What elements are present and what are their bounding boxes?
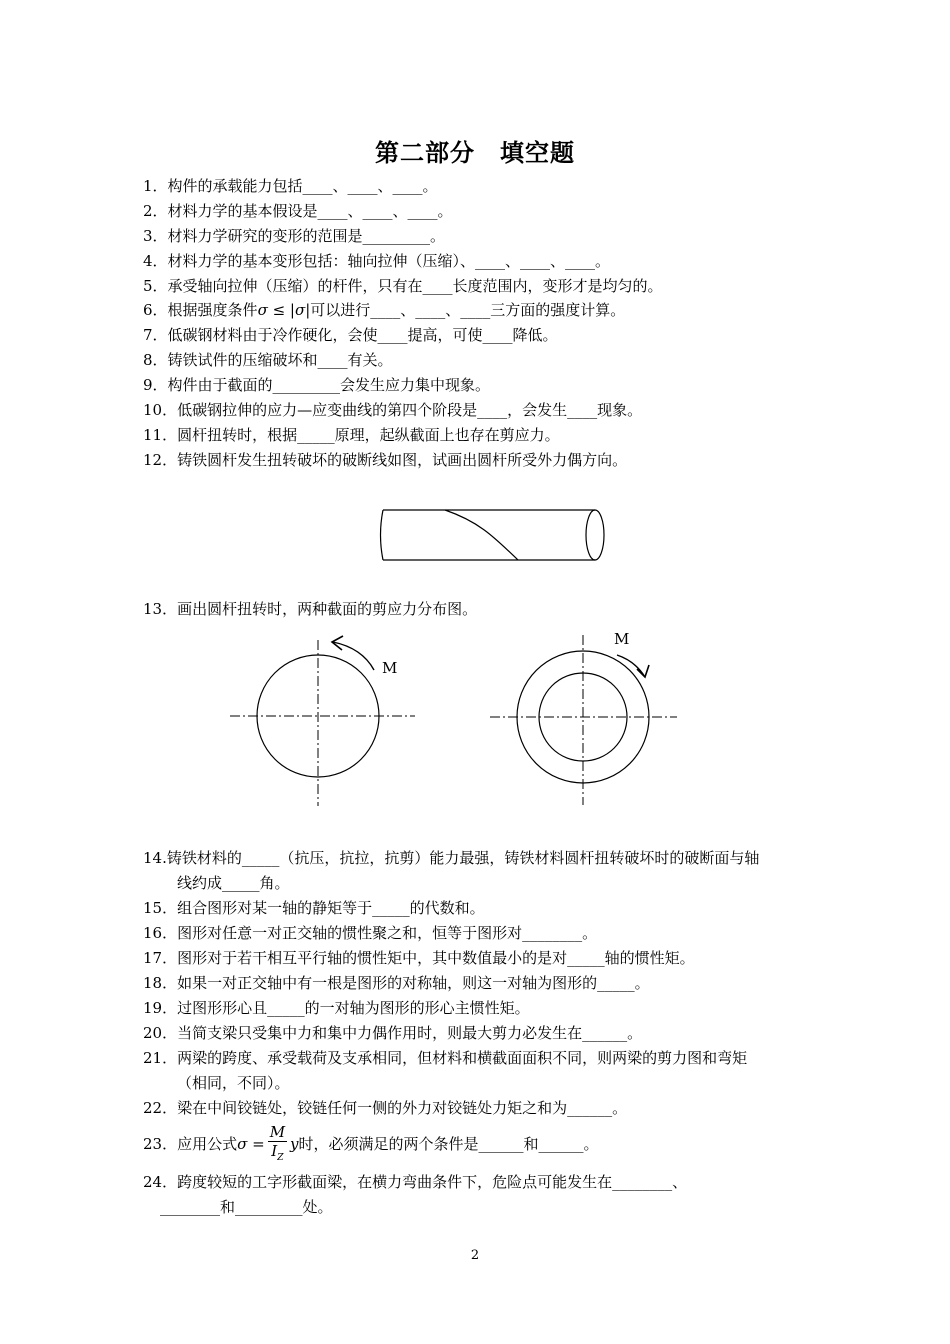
page-number: 2: [470, 1248, 480, 1263]
question-text: 承受轴向拉伸（压缩）的杆件，只有在____长度范围内，变形才是均匀的。: [167, 277, 663, 295]
question-text: 画出圆杆扭转时，两种截面的剪应力分布图。: [177, 600, 478, 618]
question-number: 19．: [143, 999, 178, 1017]
question-7: [143, 323, 813, 348]
question-text: 低碳钢拉伸的应力—应变曲线的第四个阶段是____，会发生____现象。: [177, 401, 643, 419]
formula-denominator: I: [271, 1142, 278, 1160]
hollow-section-figure: [485, 625, 685, 810]
question-text: 铸铁试件的压缩破坏和____有关。: [167, 351, 393, 369]
question-text: 两梁的跨度、承受载荷及支承相同，但材料和横截面面积不同，则两梁的剪力图和弯矩: [177, 1049, 748, 1067]
formula-numerator: M: [269, 1123, 286, 1141]
question-text: 如果一对正交轴中有一根是图形的对称轴，则这一对轴为图形的_____。: [177, 974, 650, 992]
formula-y: y: [290, 1135, 299, 1153]
question-10: [143, 398, 813, 423]
question-23: [143, 1122, 813, 1172]
question-text: 跨度较短的工字形截面梁，在横力弯曲条件下，危险点可能发生在________、: [177, 1173, 688, 1191]
question-number: 16．: [143, 924, 178, 942]
question-2: [143, 199, 813, 224]
question-number: 9．: [143, 376, 168, 394]
question-22: [143, 1096, 813, 1121]
question-text: 圆杆扭转时，根据_____原理，起纵截面上也存在剪应力。: [177, 426, 560, 444]
question-17: [143, 946, 813, 971]
question-number: 1．: [143, 177, 168, 195]
question-text: 梁在中间铰链处，铰链任何一侧的外力对铰链处力矩之和为______。: [177, 1099, 628, 1117]
question-number: 15．: [143, 899, 178, 917]
question-6: [143, 298, 813, 323]
question-number: 13．: [143, 600, 178, 618]
question-text: 铸铁材料的_____（抗压，抗拉，抗剪）能力最强，铸铁材料圆杆扭转破坏时的破断面与轴: [166, 849, 760, 867]
question-4: [143, 249, 813, 274]
question-text: 图形对于若干相互平行轴的惯性矩中，其中数值最小的是对_____轴的惯性矩。: [177, 949, 695, 967]
question-9: [143, 373, 813, 398]
question-5: [143, 274, 813, 299]
question-8: [143, 348, 813, 373]
question-15: [143, 896, 813, 921]
question-number: 6．: [143, 301, 168, 319]
question-19: [143, 996, 813, 1021]
question-13: [143, 597, 813, 622]
question-text: 材料力学研究的变形的范围是_________。: [167, 227, 446, 245]
formula-lhs: σ =: [237, 1135, 265, 1153]
question-number: 5．: [143, 277, 168, 295]
moment-label-left: M: [382, 659, 398, 677]
question-text: 应用公式: [177, 1135, 238, 1153]
question-text: 过图形形心且_____的一对轴为图形的形心主惯性矩。: [177, 999, 530, 1017]
strength-formula: σ ≤ |σ|: [257, 301, 311, 319]
question-number: 14.: [143, 849, 167, 867]
question-text: 材料力学的基本假设是____、____、____。: [167, 202, 453, 220]
section-title: 第二部分 填空题: [375, 139, 575, 167]
moment-label-right: M: [614, 630, 630, 648]
question-text: 材料力学的基本变形包括：轴向拉伸（压缩）、____、____、____。: [167, 252, 611, 270]
question-16: [143, 921, 813, 946]
question-number: 4．: [143, 252, 168, 270]
question-number: 22．: [143, 1099, 178, 1117]
question-14: [143, 846, 813, 896]
question-text: 低碳钢材料由于冷作硬化，会使____提高，可使____降低。: [167, 326, 558, 344]
question-20: [143, 1021, 813, 1046]
question-continuation: （相同，不同）。: [177, 1074, 290, 1092]
question-continuation: ________和_________处。: [160, 1198, 333, 1216]
question-number: 8．: [143, 351, 168, 369]
bar-outline: [381, 510, 596, 560]
question-number: 7．: [143, 326, 168, 344]
question-number: 2．: [143, 202, 168, 220]
formula-subscript: Z: [277, 1153, 284, 1163]
question-number: 3．: [143, 227, 168, 245]
question-number: 10．: [143, 401, 178, 419]
bar-end-face: [586, 510, 604, 560]
solid-section-figure: [225, 630, 425, 810]
question-number: 12．: [143, 451, 178, 469]
question-12: [143, 448, 813, 473]
question-3: [143, 224, 813, 249]
question-11: [143, 423, 813, 448]
question-number: 18．: [143, 974, 178, 992]
question-21: [143, 1046, 813, 1096]
question-number: 11．: [143, 426, 178, 444]
question-text: 构件的承载能力包括____、____、____。: [167, 177, 438, 195]
question-text: 组合图形对某一轴的静矩等于_____的代数和。: [177, 899, 485, 917]
question-number: 20．: [143, 1024, 178, 1042]
question-number: 24．: [143, 1173, 178, 1191]
fracture-line: [445, 510, 518, 560]
cast-iron-bar-figure: [370, 500, 620, 570]
question-continuation: 线约成_____角。: [177, 874, 290, 892]
formula-fraction: [268, 1123, 287, 1167]
question-text-after: 可以进行____、____、____三方面的强度计算。: [310, 301, 626, 319]
question-text: 铸铁圆杆发生扭转破坏的破断线如图，试画出圆杆所受外力偶方向。: [177, 451, 628, 469]
question-1: [143, 174, 813, 199]
question-number: 17．: [143, 949, 178, 967]
question-text: 根据强度条件: [167, 301, 258, 319]
question-text: 图形对任意一对正交轴的惯性聚之和，恒等于图形对________。: [177, 924, 598, 942]
question-text: 当简支梁只受集中力和集中力偶作用时，则最大剪力必发生在______。: [177, 1024, 643, 1042]
moment-arrowhead: [637, 665, 649, 677]
question-text-after: 时，必须满足的两个条件是______和______。: [298, 1135, 599, 1153]
question-number: 21．: [143, 1049, 178, 1067]
question-text: 构件由于截面的_________会发生应力集中现象。: [167, 376, 491, 394]
question-24: [143, 1170, 813, 1220]
question-18: [143, 971, 813, 996]
question-number: 23．: [143, 1135, 178, 1153]
